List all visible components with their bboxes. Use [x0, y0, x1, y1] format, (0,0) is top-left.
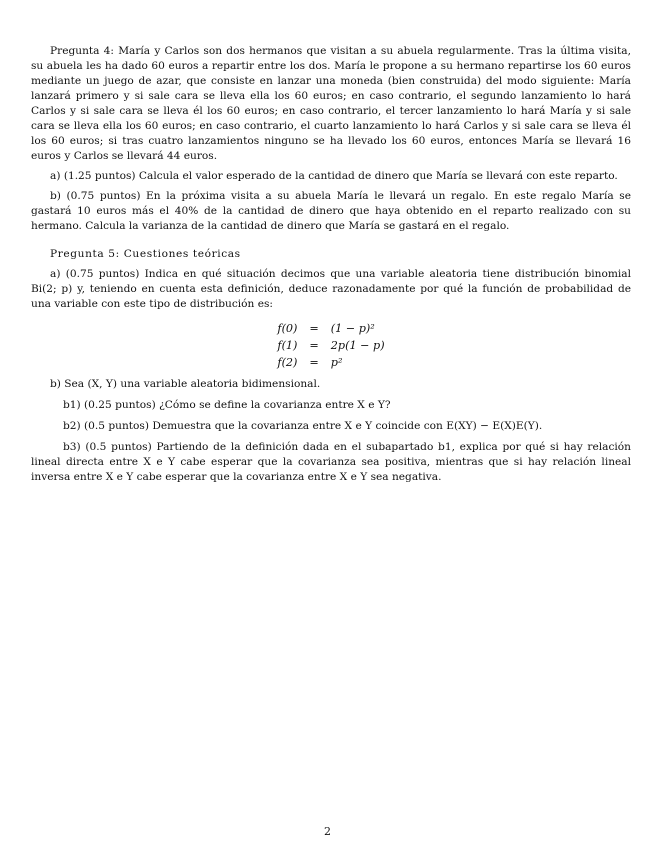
page-number: 2 — [324, 825, 331, 838]
formula-lhs: f(1) — [277, 339, 298, 352]
formula-row — [273, 354, 388, 371]
question-5-part-b1: b1) (0.25 puntos) ¿Cómo se define la covarianza entre X e Y? — [63, 399, 391, 411]
formula-row — [273, 320, 388, 337]
formula-row — [273, 337, 388, 354]
formula-equals: = — [309, 322, 319, 335]
formula-lhs: f(0) — [277, 322, 298, 335]
exam-page — [31, 44, 631, 485]
formula-equals: = — [309, 356, 319, 369]
question-4-part-b: b) (0.75 puntos) En la próxima visita a su abuela María le llevará un regalo. En este regalo María se gastará 10 euros más el 40% de la cantidad de dinero que haya obtenido en el reparto realizado con su hermano. Calcula la varianza de la cantidad de dinero que María se gastará en el regalo. — [31, 190, 631, 232]
probability-function-formulas — [31, 320, 631, 371]
formula-rhs: (1 − p)² — [330, 322, 375, 335]
formula-rhs: p² — [330, 356, 343, 369]
question-4-statement: Pregunta 4: María y Carlos son dos hermanos que visitan a su abuela regularmente. Tras la última visita, su abuela les ha dado 60 euros a repartir entre los dos. María le propone a su hermano repartirse los 60 euros mediante un juego de azar, que consiste en lanzar una moneda (bien construida) del modo siguiente: María lanzará primero y si sale cara se lleva ella los 60 euros; en caso contrario, el segundo lanzamiento lo hará Carlos y si sale cara se lleva él los 60 euros; en caso contrario, el tercer lanzamiento lo hará María y si sale cara se lleva ella los 60 euros; en caso contrario, el cuarto lanzamiento lo hará Carlos y si sale cara se lleva él los 60 euros; si tras cuatro lanzamientos ninguno se ha llevado los 60 euros, entonces María se llevará 16 euros y Carlos se llevará 44 euros. — [31, 45, 631, 162]
question-5-part-b: b) Sea (X, Y) una variable aleatoria bidimensional. — [50, 378, 321, 390]
question-5-part-b2: b2) (0.5 puntos) Demuestra que la covarianza entre X e Y coincide con E(XY) − E(X)E(Y). — [63, 420, 543, 432]
question-5-part-a: a) (0.75 puntos) Indica en qué situación decimos que una variable aleatoria tiene distribución binomial Bi(2; p) y, teniendo en cuenta esta definición, deduce razonadamente por qué la función de probabilidad de una variable con este tipo de distribución es: — [31, 268, 631, 310]
formula-lhs: f(2) — [277, 356, 298, 369]
question-5-part-b3: b3) (0.5 puntos) Partiendo de la definición dada en el subapartado b1, explica por qué si hay relación lineal directa entre X e Y cabe esperar que la covarianza sea positiva, mientras que si hay relación lineal inversa entre X e Y cabe esperar que la covarianza entre X e Y sea negativa. — [31, 441, 631, 483]
question-4-part-a: a) (1.25 puntos) Calcula el valor esperado de la cantidad de dinero que María se llevará con este reparto. — [50, 170, 618, 182]
formula-equals: = — [309, 339, 319, 352]
formula-rhs: 2p(1 − p) — [330, 339, 385, 352]
question-5-title: Pregunta 5: Cuestiones teóricas — [50, 248, 241, 260]
